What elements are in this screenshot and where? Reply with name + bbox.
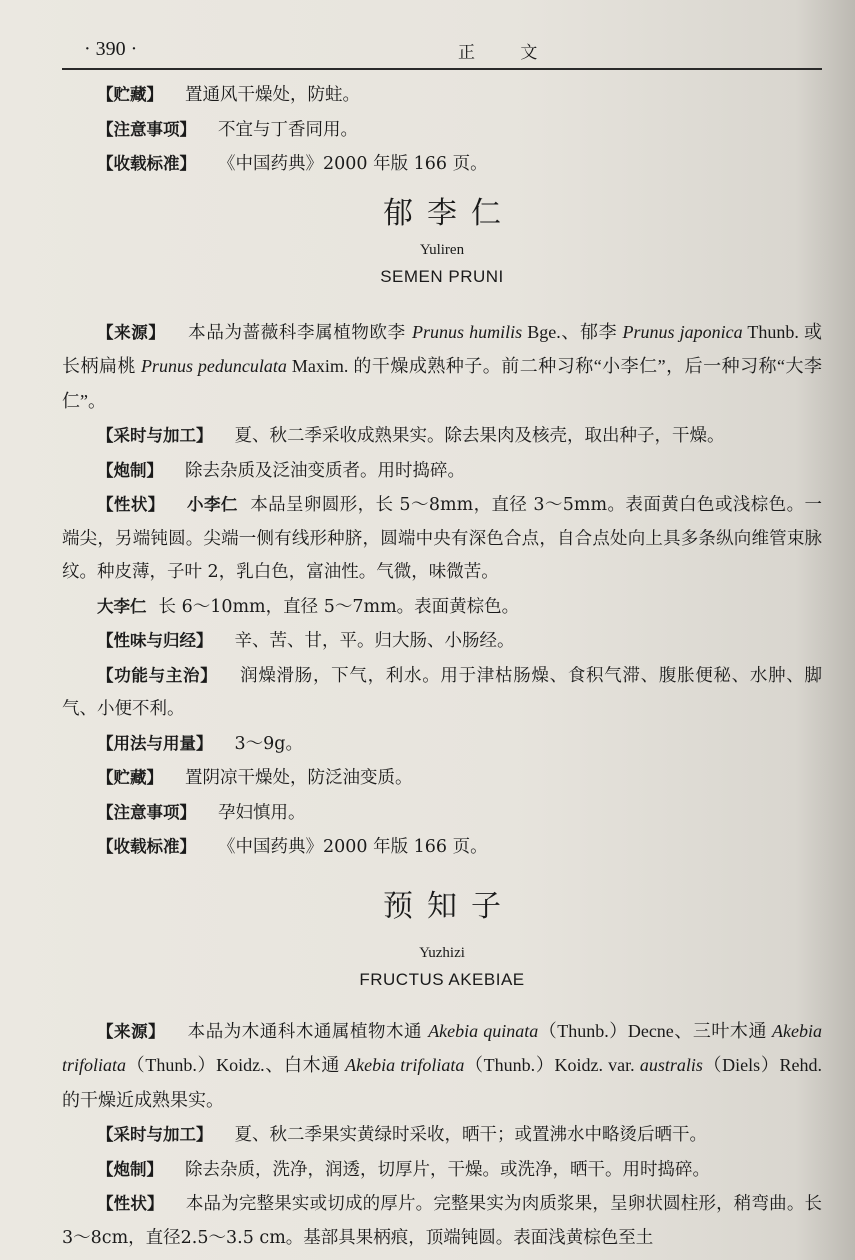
standard-paragraph: 【收载标准】 《中国药典》2000 年版 166 页。 xyxy=(97,837,488,857)
item-text: 置通风干燥处，防蛀。 xyxy=(185,85,360,105)
section-label: 【炮制】 xyxy=(97,1159,163,1179)
page-body xyxy=(62,78,822,1255)
character-paragraph: 【性状】 本品为完整果实或切成的厚片。完整果实为肉质浆果，呈卵状圆柱形，稍弯曲。长 3～8cm，直径2.5～3.5 cm。基部具果柄痕，顶端钝圆。表面浅黄棕色至土 xyxy=(62,1194,823,1248)
dosage-paragraph: 【用法与用量】 3～9g。 xyxy=(97,733,303,754)
caution-paragraph: 【注意事项】 孕妇慎用。 xyxy=(97,802,306,823)
harvest-paragraph: 【采时与加工】 夏、秋二季采收成熟果实。除去果肉及核壳，取出种子，干燥。 xyxy=(97,426,725,446)
page-header xyxy=(62,34,822,68)
item-label: 【贮藏】 xyxy=(97,85,163,104)
processing-paragraph: 【炮制】 除去杂质及泛油变质者。用时捣碎。 xyxy=(97,460,465,481)
section-label: 【性状】 xyxy=(97,1194,164,1213)
nature-paragraph: 【性味与归经】 辛、苦、甘，平。归大肠、小肠经。 xyxy=(97,631,515,651)
section-label: 【炮制】 xyxy=(97,460,163,480)
item-text: 不宜与丁香同用。 xyxy=(218,119,358,140)
latin-variety: australis xyxy=(639,1055,703,1075)
section-label: 【功能与主治】 xyxy=(97,665,218,685)
latin-species: Akebia quinata xyxy=(428,1020,539,1041)
entry-pinyin: Yuzhizi xyxy=(419,944,465,961)
entry-latin-name: FRUCTUS AKEBIAE xyxy=(359,969,525,989)
entry-body xyxy=(62,316,822,865)
entry-heading xyxy=(62,887,822,993)
subterm: 小李仁 xyxy=(186,495,238,514)
function-paragraph: 【功能与主治】 润燥滑肠，下气，利水。用于津枯肠燥、食积气滞、腹胀便秘、水肿、脚气、小便不利。 xyxy=(62,665,822,719)
entry-pinyin: Yuliren xyxy=(419,241,465,258)
entry-body xyxy=(62,1015,822,1256)
section-label: 【性味与归经】 xyxy=(97,631,213,650)
latin-species: Akebia trifoliata xyxy=(62,1020,823,1075)
item-text: 《中国药典》2000 年版 166 页。 xyxy=(218,154,488,174)
header-rule xyxy=(62,68,822,70)
latin-species: Akebia trifoliata xyxy=(345,1055,465,1075)
item-label: 【注意事项】 xyxy=(97,119,196,139)
subterm: 大李仁 xyxy=(97,596,147,616)
entry-title: 郁李仁 xyxy=(383,195,515,231)
standard-item xyxy=(62,147,822,182)
latin-species: Prunus humilis xyxy=(411,321,523,342)
section-label: 【贮藏】 xyxy=(97,768,163,787)
entry-heading xyxy=(62,194,822,290)
section-label: 【来源】 xyxy=(97,322,166,342)
running-title: 正 文 xyxy=(458,43,558,63)
caution-item xyxy=(62,113,822,148)
section-label: 【采时与加工】 xyxy=(97,426,213,445)
section-label: 【采时与加工】 xyxy=(97,1125,213,1144)
entry-title: 预知子 xyxy=(383,888,515,924)
latin-species: Prunus pedunculata xyxy=(140,356,287,376)
character-paragraph: 【性状】 小李仁 本品呈卵圆形，长 5～8mm，直径 3～5mm。表面黄白色或浅棕色。一端尖，另端钝圆。尖端一侧有线形种脐，圆端中央有深色合点，自合点处向上具多条纵向维管束脉纹。种皮薄，子叶 2，乳白色，富油性。气微，味微苦。 xyxy=(62,495,822,582)
storage-item xyxy=(62,78,822,113)
storage-paragraph: 【贮藏】 置阴凉干燥处，防泛油变质。 xyxy=(97,768,413,788)
section-label: 【用法与用量】 xyxy=(97,733,213,753)
item-label: 【收载标准】 xyxy=(97,154,196,173)
harvest-paragraph: 【采时与加工】 夏、秋二季果实黄绿时采收，晒干；或置沸水中略烫后晒干。 xyxy=(97,1125,707,1145)
page-number: · 390 · xyxy=(84,38,138,60)
processing-paragraph: 【炮制】 除去杂质，洗净，润透，切厚片，干燥。或洗净，晒干。用时捣碎。 xyxy=(97,1159,710,1180)
section-label: 【来源】 xyxy=(97,1021,166,1041)
latin-species: Prunus japonica xyxy=(622,321,743,342)
source-paragraph: 【来源】 本品为蔷薇科李属植物欧李 Prunus humilis Bge.、郁李 Prunus japonica Thunb. 或长柄扁桃 Prunus pedunculata Maxim. 的干燥成熟种子。前二种习称“小李仁”，后一种习称“大李仁”。 xyxy=(62,321,823,411)
entry-latin-name: SEMEN PRUNI xyxy=(380,266,504,286)
source-paragraph: 【来源】 本品为木通科木通属植物木通 Akebia quinata（Thunb.）Decne、三叶木通 Akebia trifoliata（Thunb.）Koidz.、白木通 Akebia trifoliata（Thunb.）Koidz. var. australis（Diels）Rehd. 的干燥近成熟果实。 xyxy=(62,1020,823,1110)
character-paragraph-2: 大李仁 长 6～10mm，直径 5～7mm。表面黄棕色。 xyxy=(97,596,520,617)
section-label: 【注意事项】 xyxy=(97,802,196,822)
section-label: 【性状】 xyxy=(97,495,165,514)
section-label: 【收载标准】 xyxy=(97,837,196,856)
